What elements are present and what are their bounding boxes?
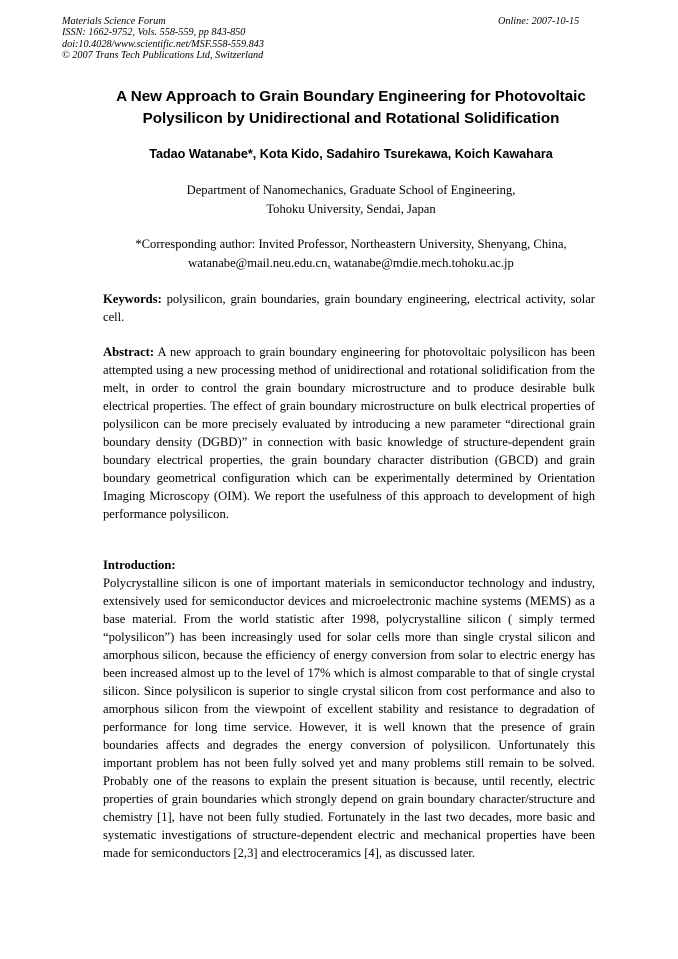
corresponding-author xyxy=(96,235,606,273)
keywords-text: polysilicon, grain boundaries, grain boundary engineering, electrical activity, solar cell. xyxy=(103,292,596,324)
keywords-section xyxy=(103,290,595,326)
paper-title: A New Approach to Grain Boundary Engineering for Photovoltaic Polysilicon by Unidirectional and Rotational Solidification xyxy=(116,88,586,127)
keywords-label: Keywords: xyxy=(103,292,162,306)
email-link[interactable]: watanabe@mdie.mech.tohoku.ac.jp xyxy=(333,256,514,270)
author-list: Tadao Watanabe*, Kota Kido, Sadahiro Tsurekawa, Koich Kawahara xyxy=(149,147,553,161)
copyright-line: © 2007 Trans Tech Publications Ltd, Switzerland xyxy=(62,49,264,61)
corresponding-line: *Corresponding author: Invited Professor, Northeastern University, Shenyang, China, xyxy=(135,237,567,251)
abstract-section xyxy=(103,343,595,523)
affiliation-line: Department of Nanomechanics, Graduate School of Engineering, xyxy=(186,183,516,197)
doi-line: doi:10.4028/www.scientific.net/MSF.558-559.843 xyxy=(62,38,264,50)
issn-line: ISSN: 1662-9752, Vols. 558-559, pp 843-850 xyxy=(62,27,246,39)
affiliation xyxy=(96,181,606,219)
introduction-heading: Introduction: xyxy=(103,558,176,572)
abstract-label: Abstract: xyxy=(103,345,155,359)
introduction-text: Polycrystalline silicon is one of important materials in semiconductor technology and industry, extensively used for semiconductor devices and microelectronic machine systems (MEMS) as a base material. From the world statistic after 1998, polycrystalline silicon ( simply termed “polysilicon”) has been increasingly used for solar cells more than single crystal silicon and amorphous silicon, because the efficiency of energy conversion from solar to electric energy has been increased almost up to the level of 17% which is almost comparable to that of single crystal silicon. Since polysilicon is superior to single crystal silicon from cost performance and also to amorphous silicon from the viewpoint of excellent stability and resistance to degradation of performance for long time service. However, it is well known that the presence of grain boundaries affects and degrades the energy conversion of polysilicon. Unfortunately this important problem has not been fully solved yet and many problems still remain to be solved. Probably one of the reasons to explain the present situation is because, until recently, electric properties of grain boundaries which strongly depend on grain boundary character/structure and chemistry [1], have not been fully studied. Fortunately in the last two decades, more basic and systematic investigations of structure-dependent electric and mechanical properties have been made for semiconductors [2,3] and electroceramics [4], as discussed later. xyxy=(103,576,595,860)
email-line xyxy=(96,254,606,273)
journal-name: Materials Science Forum xyxy=(62,16,166,27)
email-separator: , xyxy=(327,256,331,270)
abstract-text: A new approach to grain boundary engineering for photovoltaic polysilicon has been attempted using a new processing method of unidirectional and rotational solidification from the melt, in order to control the grain boundary microstructure and to produce desirable bulk electrical properties. The effect of grain boundary microstructure on bulk electrical properties of polysilicon can be more precisely evaluated by introducing a new parameter “directional grain boundary density (DGBD)” in connection with basic knowledge of structure-dependent grain boundary electrical properties, the grain boundary character distribution (GBCD) and grain boundary geometrical configuration which can be experimentally determined by Orientation Imaging Microscopy (OIM). We report the usefulness of this approach to development of high performance polysilicon. xyxy=(103,345,595,521)
journal-header xyxy=(62,16,264,61)
online-date: Online: 2007-10-15 xyxy=(498,16,580,27)
email-link[interactable]: watanabe@mail.neu.edu.cn xyxy=(188,256,328,270)
affiliation-line: Tohoku University, Sendai, Japan xyxy=(266,202,436,216)
